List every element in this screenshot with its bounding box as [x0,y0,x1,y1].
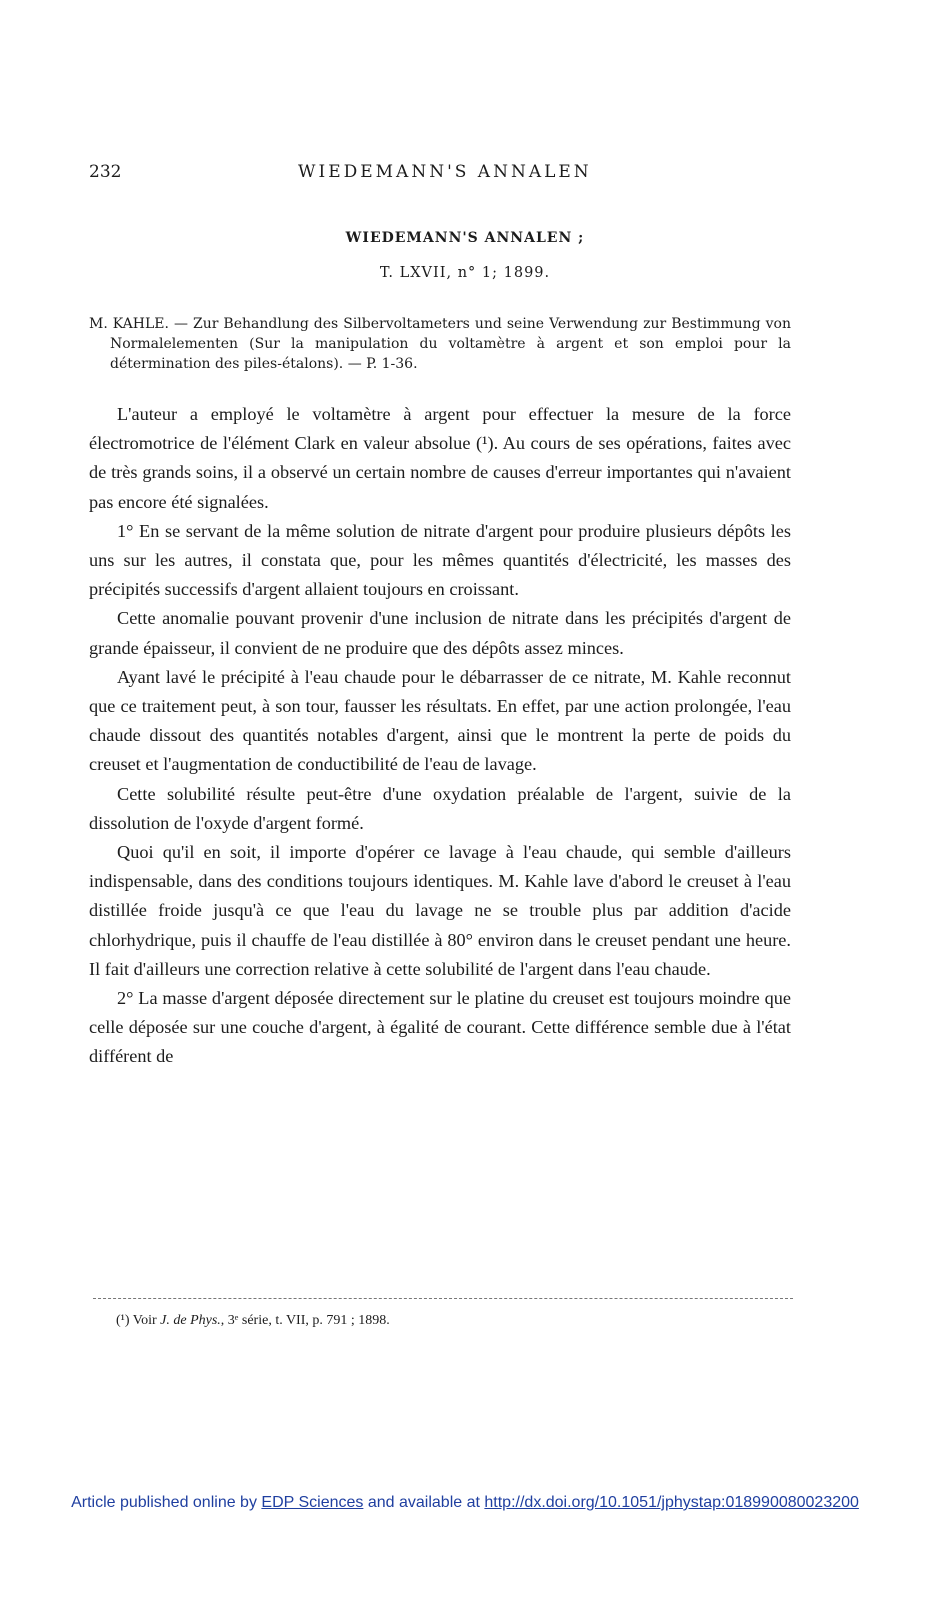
running-title: WIEDEMANN'S ANNALEN [298,162,592,182]
footnote-journal: J. de Phys. [160,1313,221,1328]
section-title: WIEDEMANN'S ANNALEN ; [345,230,585,246]
publication-banner [0,1494,930,1512]
paragraph-4: Ayant lavé le précipité à l'eau chaude pour le débarrasser de ce nitrate, M. Kahle reconnut que ce traitement peut, à son tour, fausser les résultats. En effet, par une action prolongée, l'eau chaude dissout des quantités notables d'argent, ainsi que le montrent la perte de poids du creuset et l'augmentation de conductibilité de l'eau de lavage. [89,666,791,775]
reference-text: M. KAHLE. — Zur Behandlung des Silbervoltameters und seine Verwendung zur Bestimmung von Normalelementen (Sur la manipulation du voltamètre à argent et son emploi pour la détermination des piles-étalons). — P. 1-36. [89,316,791,372]
reference-block [89,314,791,374]
footnote-pre: Voir [132,1313,157,1328]
footnote-marker: (¹) [116,1313,130,1328]
publisher-link[interactable]: EDP Sciences [261,1494,364,1511]
footnote-post: , 3ᵉ série, t. VII, p. 791 ; 1898. [220,1313,390,1328]
paragraph-1: L'auteur a employé le voltamètre à argent pour effectuer la mesure de la force électromotrice de l'élément Clark en valeur absolue (¹). Au cours de ses opérations, faites avec de très grands soins, il a observé un certain nombre de causes d'erreur importantes qui n'avaient pas encore été signalées. [89,404,791,512]
banner-middle: and available at [367,1494,480,1511]
paragraph-2: 1° En se servant de la même solution de nitrate d'argent pour produire plusieurs dépôts les uns sur les autres, il constata que, pour les mêmes quantités d'électricité, les masses des précipités successifs d'argent allaient toujours en croissant. [89,520,791,600]
paragraph-6: Quoi qu'il en soit, il importe d'opérer ce lavage à l'eau chaude, qui semble d'ailleurs indispensable, dans des conditions toujours identiques. M. Kahle lave d'abord le creuset à l'eau distillée froide jusqu'à ce que l'eau du lavage ne se trouble plus par addition d'acide chlorhydrique, puis il chauffe de l'eau distillée à 80° environ dans le creuset pendant une heure. Il fait d'ailleurs une correction relative à cette solubilité de l'argent dans l'eau chaude. [89,842,791,979]
article-body [89,400,791,1072]
footnote-divider [93,1298,793,1299]
footnote [116,1313,390,1329]
paragraph-7: 2° La masse d'argent déposée directement sur le platine du creuset est toujours moindre que celle déposée sur une couche d'argent, à égalité de courant. Cette différence semble due à l'état différent de [89,988,791,1067]
paragraph-5: Cette solubilité résulte peut-être d'une oxydation préalable de l'argent, suivie de la dissolution de l'oxyde d'argent formé. [89,783,791,833]
paragraph-3: Cette anomalie pouvant provenir d'une inclusion de nitrate dans les précipités d'argent de grande épaisseur, il convient de ne produire que des dépôts assez minces. [89,608,791,658]
banner-prefix: Article published online by [71,1494,257,1511]
doi-link[interactable]: http://dx.doi.org/10.1051/jphystap:018990080023200 [484,1494,859,1511]
page-number: 232 [89,162,122,182]
section-issue: T. LXVII, n° 1; 1899. [379,265,551,281]
